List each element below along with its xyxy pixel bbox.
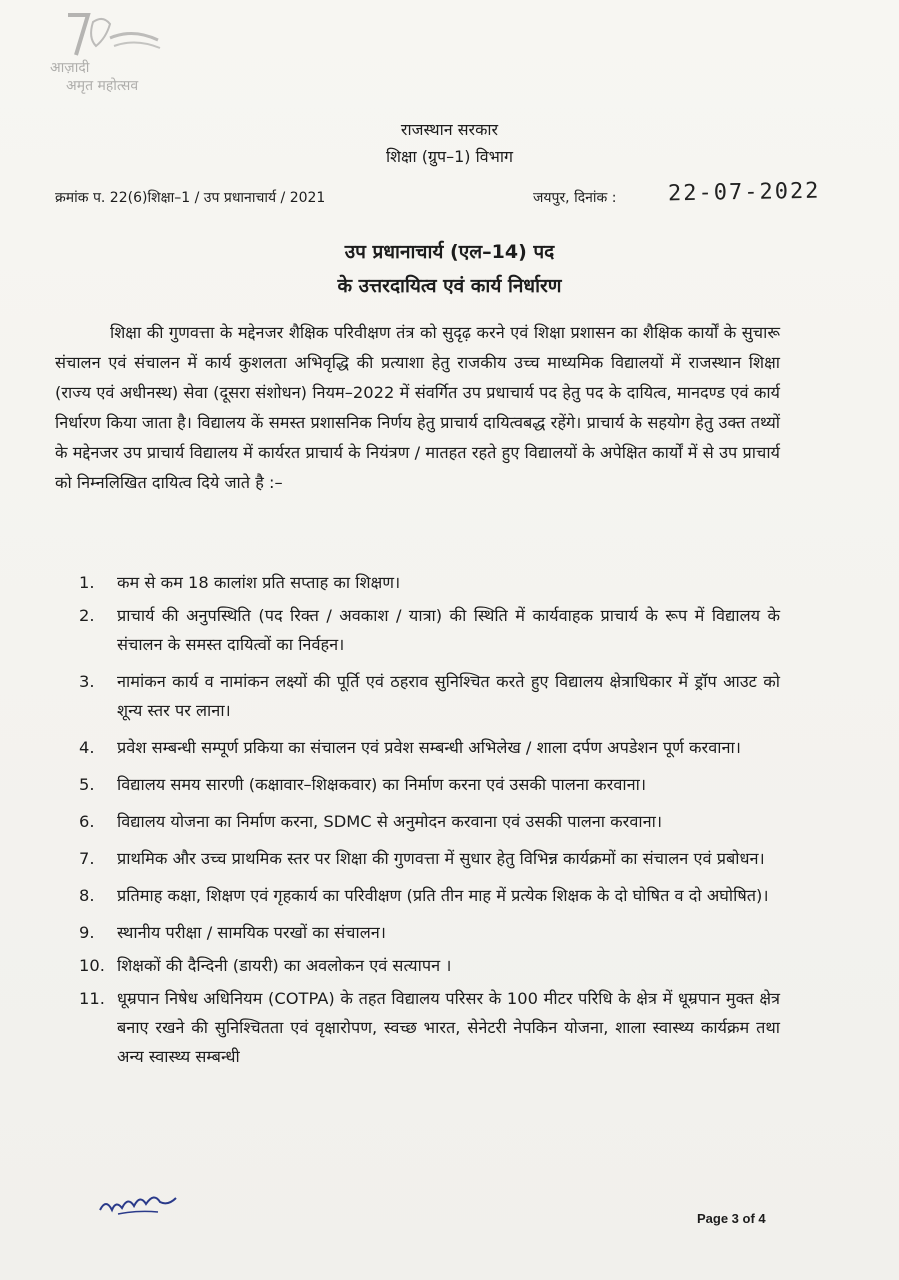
item-text: प्राथमिक और उच्च प्राथमिक स्तर पर शिक्षा की गुणवत्ता में सुधार हेतु विभिन्न कार्यक्रमों का संचालन एवं प्रबोधन। — [117, 849, 765, 868]
list-item — [55, 807, 780, 836]
list-item — [55, 770, 780, 799]
item-text: शिक्षकों की दैन्दिनी (डायरी) का अवलोकन एवं सत्यापन । — [117, 956, 452, 975]
list-item — [55, 881, 780, 910]
item-text: प्राचार्य की अनुपस्थिति (पद रिक्त / अवकाश / यात्रा) की स्थिति में कार्यवाहक प्राचार्य के रूप में विद्यालय के संचालन के समस्त दायित्वों का निर्वहन। — [117, 606, 780, 654]
item-number: 11. — [79, 989, 105, 1008]
list-item — [55, 568, 780, 597]
item-text: प्रतिमाह कक्षा, शिक्षण एवं गृहकार्य का परिवीक्षण (प्रति तीन माह में प्रत्येक शिक्षक के दो घोषित व दो अघोषित)। — [117, 886, 769, 905]
item-number: 1. — [79, 573, 95, 592]
logo-line2: अमृत महोत्सव — [66, 78, 139, 94]
azadi-amrit-mahotsav-logo — [48, 10, 178, 100]
item-number: 7. — [79, 849, 95, 868]
item-number: 10. — [79, 956, 105, 975]
duties-list — [55, 568, 780, 1079]
list-item — [55, 733, 780, 762]
department-name: शिक्षा (ग्रुप–1) विभाग — [385, 147, 514, 166]
date-label: जयपुर, दिनांक : — [533, 190, 617, 206]
list-item — [55, 601, 780, 659]
item-text: कम से कम 18 कालांश प्रति सप्ताह का शिक्षण। — [117, 573, 401, 592]
document-title-line2: के उत्तरदायित्व एवं कार्य निर्धारण — [337, 275, 562, 297]
list-item — [55, 844, 780, 873]
item-number: 6. — [79, 812, 95, 831]
intro-paragraph: शिक्षा की गुणवत्ता के मद्देनजर शैक्षिक परिवीक्षण तंत्र को सुदृढ़ करने एवं शिक्षा प्रशासन का शैक्षिक कार्यों के सुचारू संचालन एवं संचालन में कार्य कुशलता अभिवृद्धि की प्रत्याशा हेतु राजकीय उच्च माध्यमिक विद्यालयों में राजस्थान शिक्षा (राज्य एवं अधीनस्थ) सेवा (दूसरा संशोधन) नियम–2022 में संवर्गित उप प्रधाचार्य पद हेतु पद के दायित्व, मानदण्ड एवं कार्य निर्धारण किया जाता है। विद्यालय कें समस्त प्रशासनिक निर्णय हेतु प्राचार्य दायित्वबद्ध रहेंगे। प्राचार्य के सहयोग हेतु उक्त तथ्यों के मद्देनजर उप प्राचार्य विद्यालय में कार्यरत प्राचार्य के नियंत्रण / मातहत रहते हुए विद्यालयों के अपेक्षित कार्यों में से उप प्राचार्य को निम्नलिखित दायित्व दिये जाते है :– — [55, 323, 780, 492]
item-text: नामांकन कार्य व नामांकन लक्ष्यों की पूर्ति एवं ठहराव सुनिश्चित करते हुए विद्यालय क्षेत्राधिकार में ड्रॉप आउट को शून्य स्तर पर लाना। — [117, 672, 780, 720]
government-name: राजस्थान सरकार — [400, 120, 499, 139]
document-title-line1: उप प्रधानाचार्य (एल–14) पद — [344, 241, 555, 263]
item-number: 9. — [79, 923, 95, 942]
item-number: 4. — [79, 738, 95, 757]
list-item — [55, 667, 780, 725]
item-text: विद्यालय समय सारणी (कक्षावार–शिक्षकवार) का निर्माण करना एवं उसकी पालना करवाना। — [117, 775, 647, 794]
item-number: 2. — [79, 606, 95, 625]
date-value: 22-07-2022 — [667, 178, 821, 207]
item-number: 8. — [79, 886, 95, 905]
handwritten-signature — [98, 1188, 178, 1218]
item-text: विद्यालय योजना का निर्माण करना, SDMC से अनुमोदन करवाना एवं उसकी पालना करवाना। — [117, 812, 663, 831]
item-text: स्थानीय परीक्षा / सामयिक परखों का संचालन। — [117, 923, 386, 942]
item-text: धूम्रपान निषेध अधिनियम (COTPA) के तहत विद्यालय परिसर के 100 मीटर परिधि के क्षेत्र में धूम्रपान मुक्त क्षेत्र बनाए रखने की सुनिश्चितता एवं वृक्षारोपण, स्वच्छ भारत, सेनेटरी नेपकिन योजना, शाला स्वास्थ्य कार्यक्रम तथा अन्य स्वास्थ्य सम्बन्धी — [117, 989, 780, 1066]
item-text: प्रवेश सम्बन्धी सम्पूर्ण प्रकिया का संचालन एवं प्रवेश सम्बन्धी अभिलेख / शाला दर्पण अपडेशन पूर्ण करवाना। — [117, 738, 741, 757]
item-number: 3. — [79, 672, 95, 691]
list-item — [55, 918, 780, 947]
list-item — [55, 951, 780, 980]
logo-line1: आज़ादी — [50, 60, 90, 76]
page-number: Page 3 of 4 — [697, 1211, 766, 1226]
item-number: 5. — [79, 775, 95, 794]
list-item — [55, 984, 780, 1071]
reference-number: क्रमांक प. 22(6)शिक्षा–1 / उप प्रधानाचार्य / 2021 — [55, 190, 326, 206]
